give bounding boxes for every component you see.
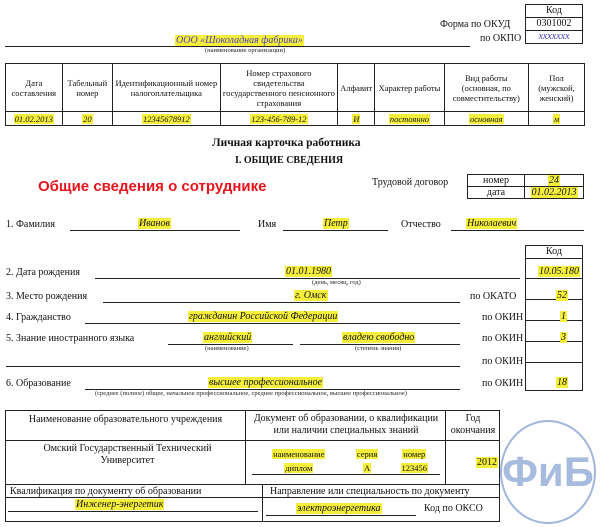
cell-gender: м	[528, 112, 584, 126]
doc-series-label: серия	[356, 449, 378, 459]
col-inn: Идентификационный номер налогоплательщика	[113, 64, 220, 112]
lang-level-field: владею свободно	[343, 332, 415, 343]
okpo-label: по ОКПО	[480, 33, 522, 44]
doc-number-label: номер	[403, 449, 426, 459]
code-cell-place	[525, 279, 583, 300]
edu-field: высшее профессиональное	[209, 377, 323, 388]
birth-label: 2. Дата рождения	[6, 267, 80, 278]
col-gender: Пол (мужской, женский)	[528, 64, 584, 112]
doc-name: диплом	[285, 463, 313, 473]
extra-okin-label: по ОКИН	[482, 356, 524, 367]
doc-name-label: наименование	[273, 449, 325, 459]
org-caption: (наименование организации)	[205, 47, 286, 54]
edu-col-year: Год окончания	[450, 413, 496, 436]
cell-work-type: основная	[444, 112, 528, 126]
spec-underline	[266, 515, 416, 516]
lang-level-caption: (степень знания)	[355, 345, 402, 352]
org-name-value: ООО «Шоколадная фабрика»	[176, 35, 303, 46]
patronymic-field: Николаевич	[467, 218, 517, 229]
lang-caption: (наименование)	[205, 345, 249, 352]
col-date: Дата составления	[6, 64, 63, 112]
edu-year: 2012	[477, 457, 497, 468]
surname-line	[70, 230, 240, 231]
citizen-line	[85, 323, 460, 324]
lang-okin-label: по ОКИН	[482, 333, 524, 344]
edu-hline-2	[5, 484, 500, 485]
okpo-box	[525, 30, 583, 44]
edu-code: 18	[557, 377, 567, 388]
edu-vline-1	[245, 410, 246, 484]
citizen-code: 1	[561, 311, 566, 322]
place-field: г. Омск	[295, 290, 327, 301]
spec-field: электроэнергетика	[297, 503, 381, 514]
okpo-value: xxxxxxx	[538, 31, 570, 42]
code-cell-lang	[525, 321, 583, 342]
edu-okin-label: по ОКИН	[482, 378, 524, 389]
col-tab-number: Табельный номер	[62, 64, 113, 112]
citizen-okin-label: по ОКИН	[482, 312, 524, 323]
patronymic-line	[451, 230, 584, 231]
name-field: Петр	[324, 218, 348, 229]
cell-alphabet: И	[338, 112, 375, 126]
card-title: Личная карточка работника	[212, 137, 361, 149]
cell-tab-number: 20	[62, 112, 113, 126]
okud-value: 0301002	[536, 18, 572, 29]
edu-hline-1	[5, 440, 500, 441]
place-line	[103, 302, 460, 303]
surname-label: 1. Фамилия	[6, 219, 55, 230]
watermark-text: ФиБ	[502, 448, 594, 495]
qual-field: Инженер-энергетик	[76, 499, 164, 510]
edu-caption: (среднее (полное) общее, начальное профессиональное, среднее профессиональное, высшее профессиональное)	[95, 390, 407, 397]
doc-number: 123456	[401, 463, 428, 473]
lang-field: английский	[204, 332, 252, 343]
contract-date-label-box: дата	[467, 186, 525, 199]
birth-caption: (день, месяц, год)	[312, 279, 361, 286]
place-label: 3. Место рождения	[6, 291, 88, 302]
edu-vline-2	[445, 410, 446, 484]
birth-field: 01.01.1980	[286, 266, 331, 277]
edu-doc-table	[252, 447, 440, 475]
contract-number-label-box: номер	[467, 174, 525, 187]
code-header-box	[525, 4, 583, 18]
cell-inn: 12345678912	[113, 112, 220, 126]
edu-label: 6. Образование	[6, 378, 71, 389]
citizen-label: 4. Гражданство	[6, 312, 71, 323]
name-label: Имя	[258, 219, 277, 230]
cell-work-character: постоянно	[375, 112, 444, 126]
code-cell-citizen	[525, 300, 583, 321]
qual-underline	[8, 511, 258, 512]
edu-vline-3	[262, 484, 263, 522]
contract-date: 01.02.2013	[531, 187, 577, 198]
col-work-character: Характер работы	[375, 64, 444, 112]
employee-summary-table	[5, 63, 585, 126]
lang-code: 3	[561, 332, 566, 343]
lang-label: 5. Знание иностранного языка	[6, 333, 135, 344]
extra-line	[6, 366, 460, 367]
edu-col-institution: Наименование образовательного учреждения	[28, 414, 223, 425]
place-okato-label: по ОКАТО	[470, 291, 517, 302]
cell-snils: 123-456-789-12	[220, 112, 338, 126]
edu-institution: Омский Государственный Технический Университет	[43, 443, 212, 466]
code-header-label: Код	[546, 5, 562, 16]
edu-col-document: Документ об образовании, о квалификации или наличии специальных знаний	[253, 413, 439, 436]
contract-label: Трудовой договор	[372, 177, 449, 188]
annotation-general-info: Общие сведения о сотруднике	[38, 178, 267, 195]
okud-box	[525, 17, 583, 31]
codes-header-box: Код	[525, 245, 583, 259]
birth-line	[95, 278, 520, 279]
surname-field: Иванов	[139, 218, 170, 229]
col-work-type: Вид работы (основная, по совместительству)	[444, 64, 528, 112]
citizen-field: гражданин Российской Федерации	[189, 311, 338, 322]
patronymic-label: Отчество	[401, 219, 441, 230]
watermark-logo	[500, 420, 596, 524]
col-snils: Номер страхового свидетельства государственного пенсионного страхования	[220, 64, 338, 112]
doc-series: А	[364, 463, 371, 473]
contract-date-box	[524, 186, 584, 199]
okso-label: Код по ОКСО	[424, 503, 483, 514]
spec-label: Направление или специальность по документу	[270, 486, 470, 497]
col-alphabet: Алфавит	[338, 64, 375, 112]
place-code: 52	[557, 290, 567, 301]
okud-label: Форма по ОКУД	[440, 19, 511, 30]
doc-name-underline	[252, 474, 440, 475]
code-cell-extra	[525, 342, 583, 363]
code-cell-edu	[525, 363, 583, 391]
name-line	[283, 230, 388, 231]
birth-code: 10.05.180	[539, 266, 579, 277]
cell-date: 01.02.2013	[6, 112, 63, 126]
contract-number: 24	[549, 175, 559, 186]
qual-label: Квалификация по документу об образовании	[10, 486, 202, 497]
section-title: I. ОБЩИЕ СВЕДЕНИЯ	[235, 155, 344, 166]
